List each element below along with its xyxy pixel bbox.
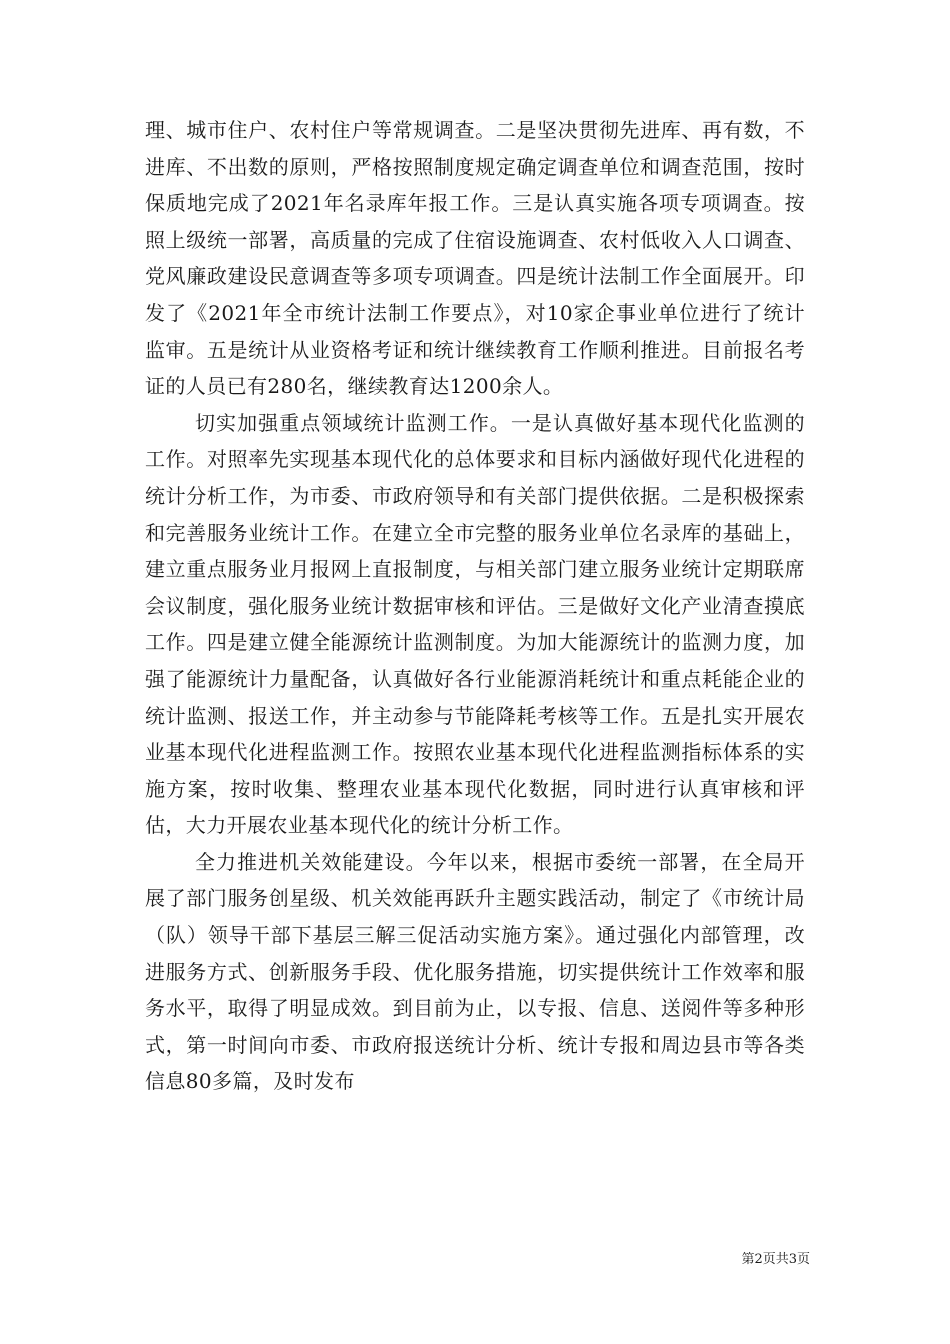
document-body — [145, 112, 805, 1100]
paragraph-2: 切实加强重点领域统计监测工作。一是认真做好基本现代化监测的工作。对照率先实现基本现代化的总体要求和目标内涵做好现代化进程的统计分析工作，为市委、市政府领导和有关部门提供依据。二是积极探索和完善服务业统计工作。在建立全市完整的服务业单位名录库的基础上，建立重点服务业月报网上直报制度，与相关部门建立服务业统计定期联席会议制度，强化服务业统计数据审核和评估。三是做好文化产业清查摸底工作。四是建立健全能源统计监测制度。为加大能源统计的监测力度，加强了能源统计力量配备，认真做好各行业能源消耗统计和重点耗能企业的统计监测、报送工作，并主动参与节能降耗考核等工作。五是扎实开展农业基本现代化进程监测工作。按照农业基本现代化进程监测指标体系的实施方案，按时收集、整理农业基本现代化数据，同时进行认真审核和评估，大力开展农业基本现代化的统计分析工作。 — [145, 410, 805, 838]
page-number-footer: 第2页共3页 — [741, 1252, 810, 1267]
paragraph-3: 全力推进机关效能建设。今年以来，根据市委统一部署，在全局开展了部门服务创星级、机关效能再跃升主题实践活动，制定了《市统计局（队）领导干部下基层三解三促活动实施方案》。通过强化内部管理，改进服务方式、创新服务手段、优化服务措施，切实提供统计工作效率和服务水平，取得了明显成效。到目前为止，以专报、信息、送阅件等多种形式，第一时间向市委、市政府报送统计分析、统计专报和周边县市等各类信息80多篇，及时发布 — [145, 849, 805, 1094]
paragraph-1: 理、城市住户、农村住户等常规调查。二是坚决贯彻先进库、再有数，不进库、不出数的原则，严格按照制度规定确定调查单位和调查范围，按时保质地完成了2021年名录库年报工作。三是认真实施各项专项调查。按照上级统一部署，高质量的完成了住宿设施调查、农村低收入人口调查、党风廉政建设民意调查等多项专项调查。四是统计法制工作全面展开。印发了《2021年全市统计法制工作要点》，对10家企事业单位进行了统计监审。五是统计从业资格考证和统计继续教育工作顺利推进。目前报名考证的人员已有280名，继续教育达1200余人。 — [145, 118, 805, 399]
